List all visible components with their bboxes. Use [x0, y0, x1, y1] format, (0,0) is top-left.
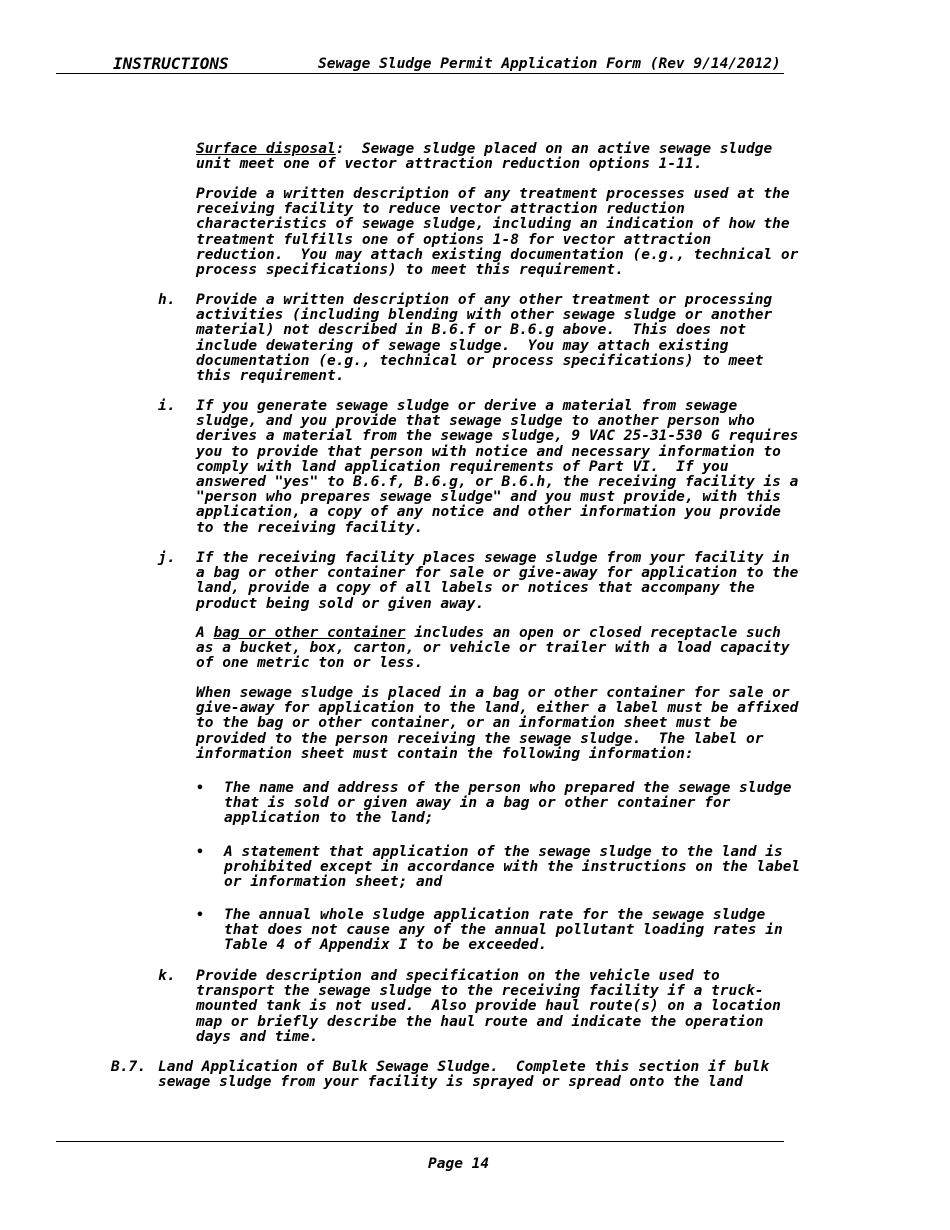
- container-definition-term: bag or other container: [213, 625, 406, 641]
- surface-disposal-line2: unit meet one of vector attraction reduction options 1-11.: [196, 156, 703, 173]
- section-b7-marker: B.7.: [111, 1059, 146, 1075]
- footer-divider: [56, 1141, 784, 1142]
- item-j-text: If the receiving facility places sewage sludge from your facility in a bag or other container for sale or give-away for application to the land, provide a copy of all labels or notices that accompany the product being sold or given away.: [196, 550, 799, 612]
- surface-disposal-term: Surface disposal: [196, 141, 336, 157]
- item-h-marker: h.: [158, 292, 176, 308]
- item-k-text: Provide description and specification on the vehicle used to transport the sewage sludge to the receiving facility if a truck- mounted tank is not used. Also provide haul route(s) on a location map or briefly describe the haul route and indicate the operation days and time.: [196, 968, 781, 1045]
- container-definition-rest-2: as a bucket, box, carton, or vehicle or trailer with a load capacity of one metric ton or less.: [196, 640, 790, 672]
- label-requirement-paragraph: When sewage sludge is placed in a bag or other container for sale or give-away for application to the land, either a label must be affixed to the bag or other container, or an information sheet must be provided to the person receiving the sewage sludge. The label or information sheet must contain the following information:: [196, 685, 799, 762]
- bullet-icon: •: [196, 908, 204, 923]
- item-k-marker: k.: [158, 968, 176, 984]
- surface-disposal-definition: [196, 142, 772, 172]
- item-i-text: If you generate sewage sludge or derive a material from sewage sludge, and you provide that sewage sludge to another person who derives a material from the sewage sludge, 9 VAC 25-31-530 G requires you to provide that person with notice and necessary information to comply with land application requirements of Part VI. If you answered "yes" to B.6.f, B.6.g, or B.6.h, the receiving facility is a "person who prepares sewage sludge" and you must provide, with this application, a copy of any notice and other information you provide to the receiving facility.: [196, 398, 799, 536]
- container-definition: [196, 626, 790, 672]
- bullet-icon: •: [196, 781, 204, 796]
- header-form-title: Sewage Sludge Permit Application Form (Rev 9/14/2012): [318, 56, 781, 72]
- item-j-marker: j.: [158, 550, 176, 566]
- bullet-item: A statement that application of the sewage sludge to the land is prohibited except in accordance with the instructions on the label or information sheet; and: [224, 844, 801, 891]
- bullet-item: The name and address of the person who prepared the sewage sludge that is sold or given away in a bag or other container for application to the land;: [224, 780, 792, 827]
- surface-disposal-line1: : Sewage sludge placed on an active sewage sludge: [335, 141, 773, 157]
- header-divider: [56, 73, 784, 74]
- item-h-text: Provide a written description of any other treatment or processing activities (including blending with other sewage sludge or another material) not described in B.6.f or B.6.g above. This does not include dewatering of sewage sludge. You may attach existing documentation (e.g., technical or process specifications) to meet this requirement.: [196, 292, 773, 385]
- page-number: Page 14: [428, 1156, 490, 1172]
- vector-description-paragraph: Provide a written description of any treatment processes used at the receiving facility to reduce vector attraction reduction characteristics of sewage sludge, including an indication of how the treatment fulfills one of options 1-8 for vector attraction reduction. You may attach existing documentation (e.g., technical or process specifications) to meet this requirement.: [196, 186, 799, 279]
- item-i-marker: i.: [158, 398, 176, 414]
- header-section-label: INSTRUCTIONS: [113, 54, 229, 73]
- bullet-item: The annual whole sludge application rate for the sewage sludge that does not cause any of the annual pollutant loading rates in Table 4 of Appendix I to be exceeded.: [224, 907, 783, 954]
- container-definition-rest-1: includes an open or closed receptacle such: [405, 625, 781, 641]
- section-b7-text: Land Application of Bulk Sewage Sludge. Complete this section if bulk sewage sludge from your facility is sprayed or spread onto the land: [158, 1059, 770, 1091]
- container-definition-prefix: A: [196, 625, 214, 641]
- bullet-icon: •: [196, 845, 204, 860]
